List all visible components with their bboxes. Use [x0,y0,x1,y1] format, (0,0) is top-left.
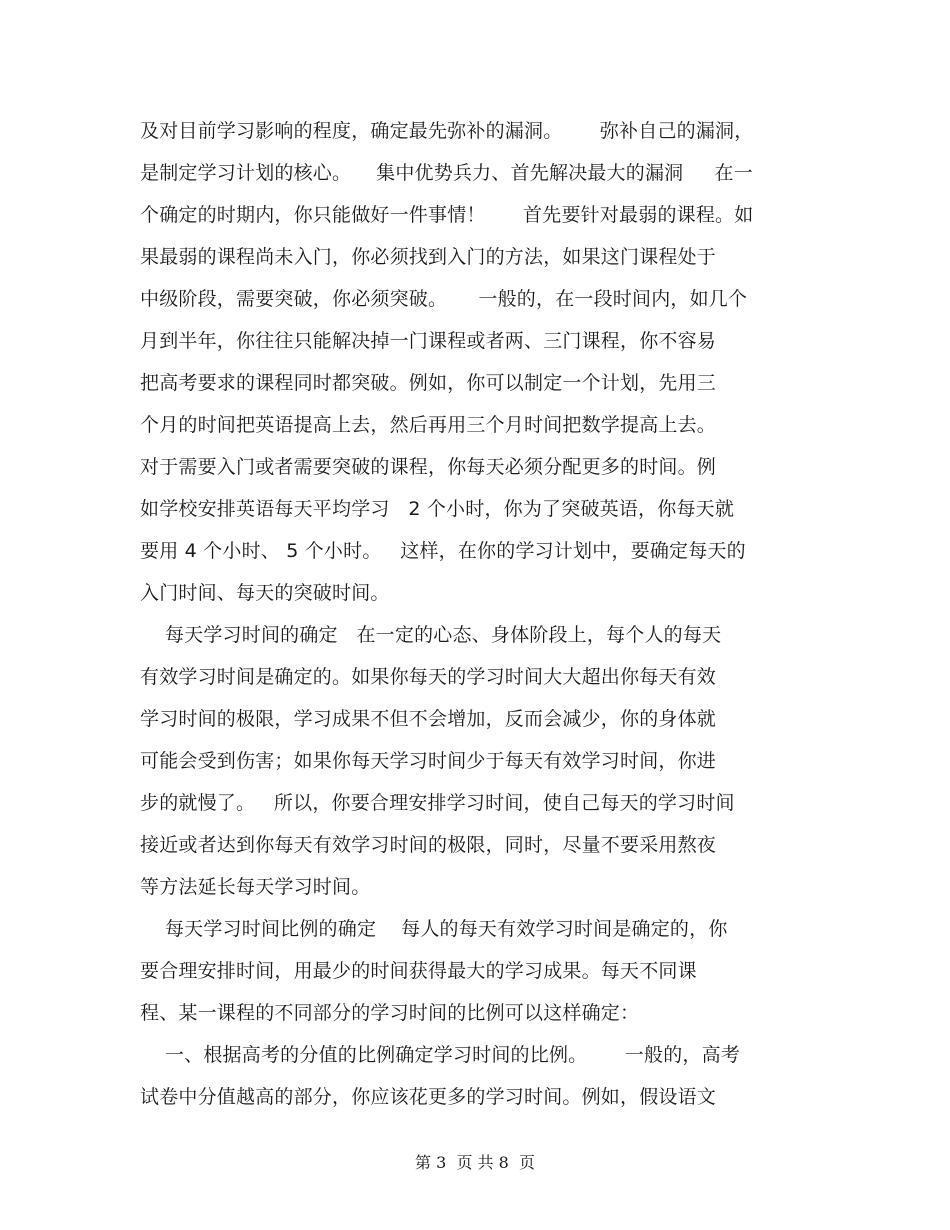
text-line: 果最弱的课程尚未入门，你必须找到入门的方法，如果这门课程处于 [140,246,717,268]
text-line: 个确定的时期内，你只能做好一件事情！ 首先要针对最弱的课程。如 [140,204,754,226]
text-line: 是制定学习计划的核心。 集中优势兵力、首先解决最大的漏洞 在一 [140,162,753,184]
text-line: 要合理安排时间，用最少的时间获得最大的学习成果。每天不同课 [140,960,697,982]
text-line: 如学校安排英语每天平均学习 2 个小时，你为了突破英语，你每天就 [140,498,735,520]
text-line: 学习时间的极限，学习成果不但不会增加，反而会减少，你的身体就 [140,708,717,730]
text-line: 个月的时间把英语提高上去，然后再用三个月时间把数学提高上去。 [140,414,717,436]
text-line: 把高考要求的课程同时都突破。例如，你可以制定一个计划，先用三 [140,372,717,394]
text-line: 入门时间、每天的突破时间。 [140,582,390,604]
text-line: 程、某一课程的不同部分的学习时间的比例可以这样确定： [140,1002,640,1024]
text-line: 对于需要入门或者需要突破的课程，你每天必须分配更多的时间。例 [140,456,717,478]
text-line: 有效学习时间是确定的。如果你每天的学习时间大大超出你每天有效 [140,666,717,688]
text-line: 要用 4 个小时、 5 个小时。 这样，在你的学习计划中，要确定每天的 [140,540,746,562]
text-line: 及对目前学习影响的程度，确定最先弥补的漏洞。 弥补自己的漏洞， [140,120,754,142]
text-line: 每天学习时间的确定 在一定的心态、身体阶段上，每个人的每天 [140,624,722,646]
text-line: 中级阶段，需要突破，你必须突破。 一般的，在一段时间内，如几个 [140,288,748,310]
text-line: 可能会受到伤害；如果你每天学习时间少于每天有效学习时间，你进 [140,750,717,772]
body-text [140,110,820,1118]
page-number-footer: 第 3 页 共 8 页 [415,1153,535,1172]
text-line: 等方法延长每天学习时间。 [140,876,371,898]
text-line: 每天学习时间比例的确定 每人的每天有效学习时间是确定的，你 [140,918,728,940]
text-line: 接近或者达到你每天有效学习时间的极限，同时，尽量不要采用熬夜 [140,834,717,856]
text-line: 月到半年，你往往只能解决掉一门课程或者两、三门课程，你不容易 [140,330,717,352]
text-line: 步的就慢了。 所以，你要合理安排学习时间，使自己每天的学习时间 [140,792,735,814]
text-line: 试卷中分值越高的部分，你应该花更多的学习时间。例如，假设语文 [140,1086,717,1108]
text-line: 一、根据高考的分值的比例确定学习时间的比例。 一般的，高考 [140,1044,740,1066]
